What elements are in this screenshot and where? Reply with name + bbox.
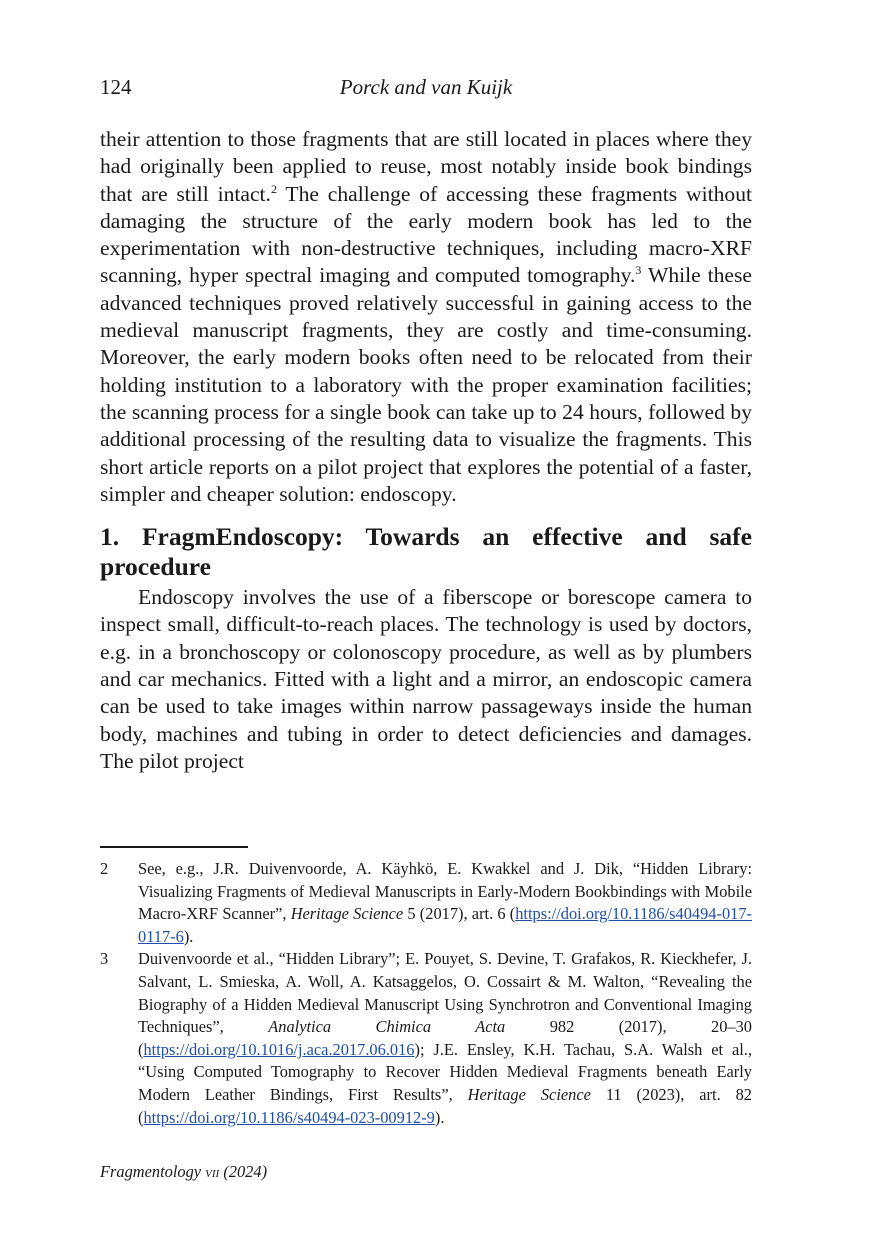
footnote-text: See, e.g., J.R. Duivenvoorde, A. Käyhkö, E. Kwakkel and J. Dik, “Hidden Library: Visualizing Fragments of Medieval Manuscripts in Early-Modern Bookbindings with Mobile Macro-XRF Scanner”, [138, 859, 752, 924]
footnote-number: 2 [100, 859, 109, 878]
footnotes [100, 858, 752, 1129]
footnote-text: Duivenvoorde et al., “Hidden Library”; E. Pouyet, S. Devine, T. Grafakos, R. Kieckhefer, J. Salvant, L. Smieska, A. Woll, A. Katsaggelos, O. Cossairt & M. Walton, “Revealing the Biography of a Hidden Medieval Manuscript Using Synchrotron and Conventional Imaging Techniques”, [138, 949, 752, 1037]
footnote-2 [100, 858, 752, 948]
footnote-text: 982 (2017), 20–30 ( [138, 1017, 752, 1059]
paragraph-1-text-a: their attention to those fragments that are still located in places where they had originally been applied to reuse, most notably inside book bindings that are still intact. [100, 127, 752, 206]
paragraph-1 [100, 126, 752, 508]
journal-title: Heritage Science [290, 904, 404, 924]
section-heading: 1. FragmEndoscopy: Towards an effective and safe procedure [100, 522, 752, 582]
footnote-divider [100, 846, 248, 848]
footnote-text: 5 (2017), art. 6 ( [403, 904, 516, 924]
footnote-text: ); J.E. Ensley, K.H. Tachau, S.A. Walsh et al., “Using Computed Tomography to Recover Hidden Medieval Fragments beneath Early Modern Leather Bindings, First Results”, [138, 1039, 752, 1104]
footnote-text: 11 (2023), art. 82 ( [138, 1084, 752, 1127]
footnote-3 [100, 948, 752, 1129]
page-number: 124 [100, 75, 132, 99]
journal-title: Analytica Chimica Acta [268, 1017, 506, 1037]
doi-link[interactable]: https://doi.org/10.1016/j.aca.2017.06.016 [143, 1039, 415, 1059]
body-text [100, 126, 752, 775]
running-head [100, 74, 752, 100]
journal-year: (2024) [223, 1162, 268, 1181]
journal-title: Heritage Science [467, 1084, 591, 1104]
footnote-ref-2[interactable]: 2 [270, 181, 277, 196]
footnote-text: ). [434, 1107, 445, 1127]
doi-link[interactable]: https://doi.org/10.1186/s40494-017-0117-6 [138, 904, 752, 946]
journal-footer [100, 1161, 267, 1183]
footnote-number: 3 [100, 949, 109, 969]
paragraph-1-text-b: The challenge of accessing these fragments without damaging the structure of the early modern book has led to the experimentation with non-destructive techniques, including macro-XRF scanning, hyper spectral imaging and computed tomography. [100, 181, 752, 288]
footnote-ref-3[interactable]: 3 [635, 263, 642, 278]
paragraph-1-text-c: While these advanced techniques proved relatively successful in gaining access to the medieval manuscript fragments, they are costly and time-consuming. Moreover, the early modern books often need to be relocated from their holding institution to a laboratory with the proper examination facilities; the scanning process for a single book can take up to 24 hours, followed by additional processing of the resulting data to visualize the fragments. This short article reports on a pilot project that explores the potential of a faster, simpler and cheaper solution: endoscopy. [100, 263, 752, 506]
footnote-text: ). [183, 926, 194, 946]
paragraph-2: Endoscopy involves the use of a fiberscope or borescope camera to inspect small, difficult-to-reach places. The technology is used by doctors, e.g. in a bronchoscopy or colonoscopy procedure, as well as by plumbers and car mechanics. Fitted with a light and a mirror, an endoscopic camera can be used to take images within narrow passageways inside the human body, machines and tubing in order to detect deficiencies and damages. The pilot project [100, 585, 752, 773]
journal-volume: vii [205, 1162, 220, 1181]
journal-name: Fragmentology [100, 1162, 202, 1181]
running-title: Porck and van Kuijk [339, 75, 513, 99]
doi-link[interactable]: https://doi.org/10.1186/s40494-023-00912-9 [143, 1107, 435, 1127]
